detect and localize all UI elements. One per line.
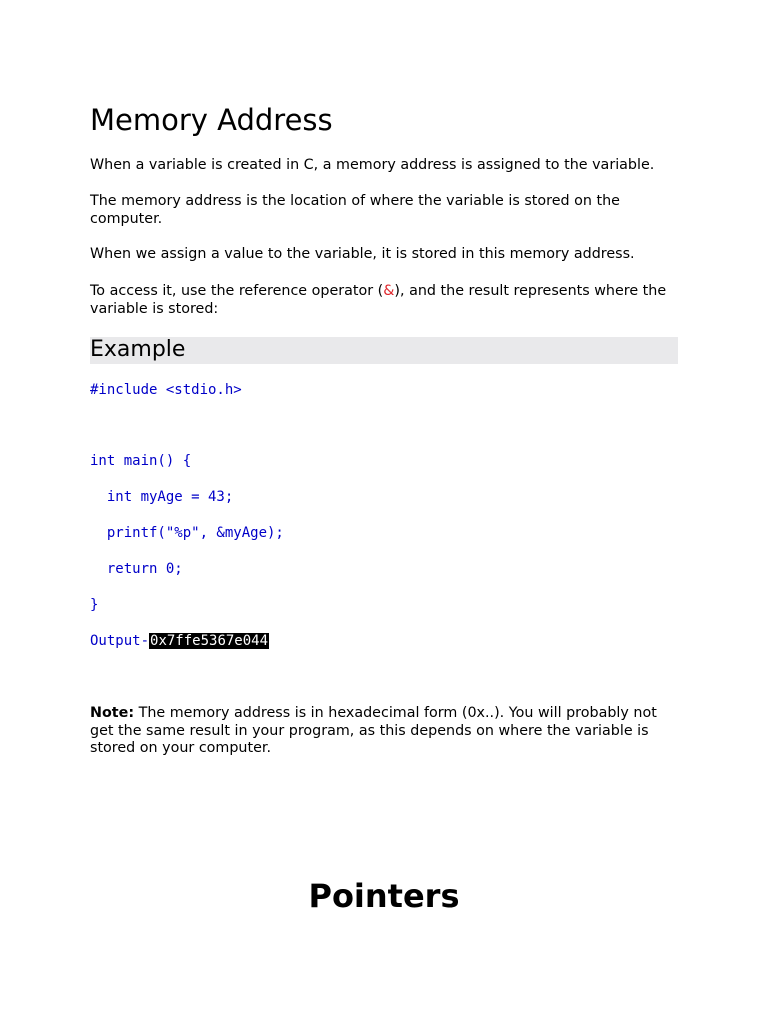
output-value: 0x7ffe5367e044 <box>150 633 269 649</box>
code-line-return: return 0; <box>90 561 183 577</box>
page-title: Memory Address <box>90 103 333 137</box>
paragraph-location: The memory address is the location of where the variable is stored on the computer. <box>90 193 620 227</box>
paragraph-assign: When we assign a value to the variable, it is stored in this memory address. <box>90 246 635 262</box>
reference-operator: & <box>383 283 395 299</box>
note-paragraph <box>90 705 678 758</box>
code-line-printf: printf("%p", &myAge); <box>90 525 284 541</box>
code-line-include: #include <stdio.h> <box>90 382 242 398</box>
paragraph-created: When a variable is created in C, a memory address is assigned to the variable. <box>90 157 655 173</box>
output-label: Output- <box>90 633 150 649</box>
code-line-close-brace: } <box>90 597 99 613</box>
output-line <box>90 633 269 650</box>
note-text: The memory address is in hexadecimal form (0x..). You will probably not get the same result in your program, as this depends on where the variable is stored on your computer. <box>90 705 657 756</box>
example-header-bar <box>90 337 678 364</box>
paragraph-text-after: ), and the result represents where the variable is stored: <box>90 283 667 317</box>
paragraph-reference-operator <box>90 283 678 318</box>
code-line-declaration: int myAge = 43; <box>90 489 234 505</box>
note-label: Note: <box>90 705 135 721</box>
example-heading: Example <box>90 337 186 362</box>
code-line-main: int main() { <box>90 453 192 469</box>
paragraph-text-before: To access it, use the reference operator ( <box>90 283 384 299</box>
section-title-pointers: Pointers <box>308 877 460 915</box>
